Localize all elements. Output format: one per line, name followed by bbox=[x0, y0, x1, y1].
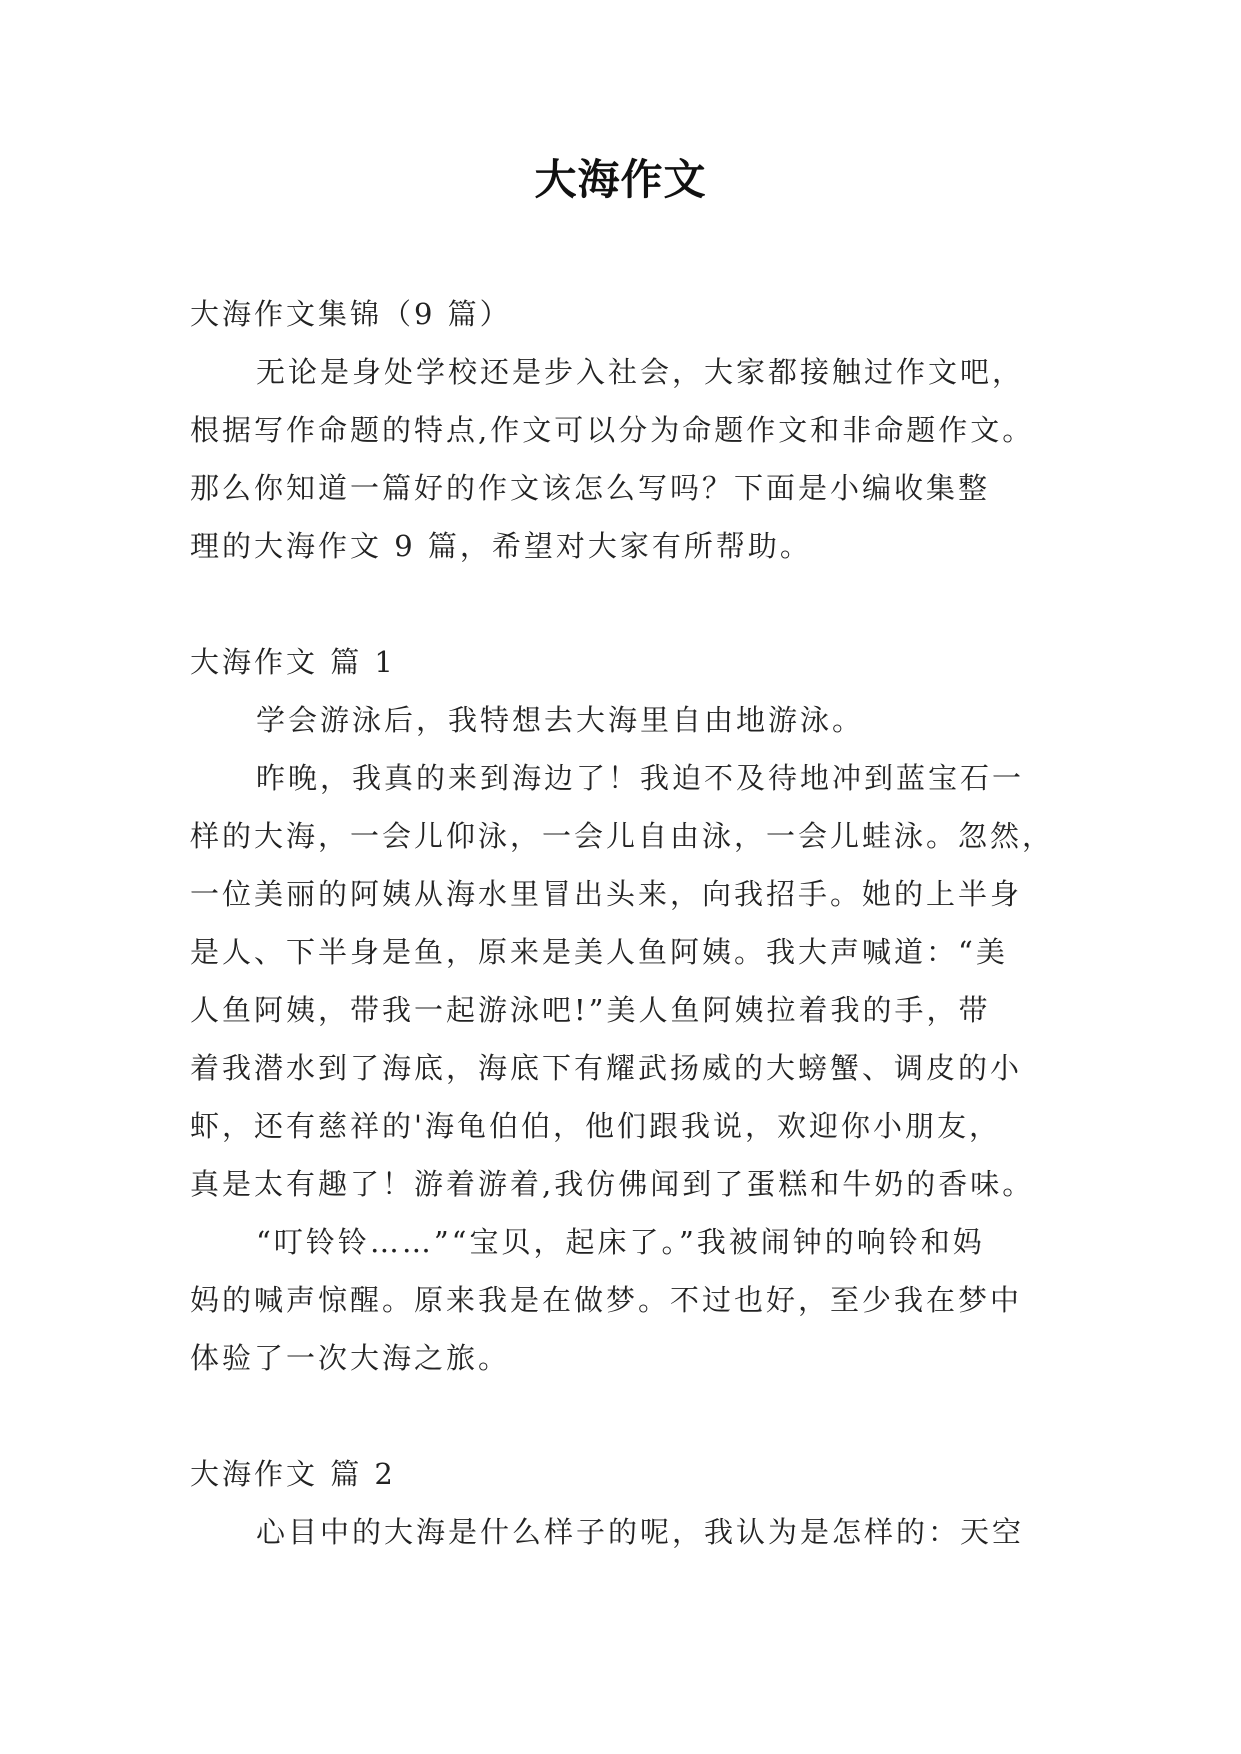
paragraph-line: 心目中的大海是什么样子的呢，我认为是怎样的：天空 bbox=[256, 1515, 1025, 1549]
paragraph-line: 人鱼阿姨，带我一起游泳吧!”美人鱼阿姨拉着我的手，带 bbox=[190, 993, 991, 1027]
paragraph-line: 一位美丽的阿姨从海水里冒出头来，向我招手。她的上半身 bbox=[190, 877, 1023, 911]
section-heading: 大海作文 篇 1 bbox=[190, 645, 396, 679]
paragraph-line: 样的大海，一会儿仰泳，一会儿自由泳，一会儿蛙泳。忽然， bbox=[190, 819, 1055, 853]
paragraph-line: 那么你知道一篇好的作文该怎么写吗？下面是小编收集整 bbox=[190, 471, 991, 505]
blank-line bbox=[190, 1387, 1060, 1445]
paragraph-line: 体验了一次大海之旅。 bbox=[190, 1341, 511, 1375]
paragraph-line: “叮铃铃……”“宝贝，起床了。”我被闹钟的响铃和妈 bbox=[256, 1225, 985, 1259]
document-body bbox=[190, 285, 1060, 1561]
paragraph-line: 真是太有趣了！游着游着,我仿佛闻到了蛋糕和牛奶的香味。 bbox=[190, 1167, 1035, 1201]
paragraph-line: 根据写作命题的特点,作文可以分为命题作文和非命题作文。 bbox=[190, 413, 1035, 447]
paragraph-line: 虾，还有慈祥的'海龟伯伯，他们跟我说，欢迎你小朋友， bbox=[190, 1109, 1001, 1143]
section-heading: 大海作文集锦（9 篇） bbox=[190, 297, 512, 331]
paragraph-line: 学会游泳后，我特想去大海里自由地游泳。 bbox=[256, 703, 865, 737]
paragraph-line: 昨晚，我真的来到海边了！我迫不及待地冲到蓝宝石一 bbox=[256, 761, 1025, 795]
paragraph-line: 着我潜水到了海底，海底下有耀武扬威的大螃蟹、调皮的小 bbox=[190, 1051, 1023, 1085]
blank-line bbox=[190, 575, 1060, 633]
document-title: 大海作文 bbox=[534, 155, 707, 204]
paragraph-line: 无论是身处学校还是步入社会，大家都接触过作文吧， bbox=[256, 355, 1025, 389]
paragraph-line: 理的大海作文 9 篇，希望对大家有所帮助。 bbox=[190, 529, 812, 563]
section-heading: 大海作文 篇 2 bbox=[190, 1457, 396, 1491]
paragraph-line: 妈的喊声惊醒。原来我是在做梦。不过也好，至少我在梦中 bbox=[190, 1283, 1023, 1317]
paragraph-line: 是人、下半身是鱼，原来是美人鱼阿姨。我大声喊道：“美 bbox=[190, 935, 1008, 969]
